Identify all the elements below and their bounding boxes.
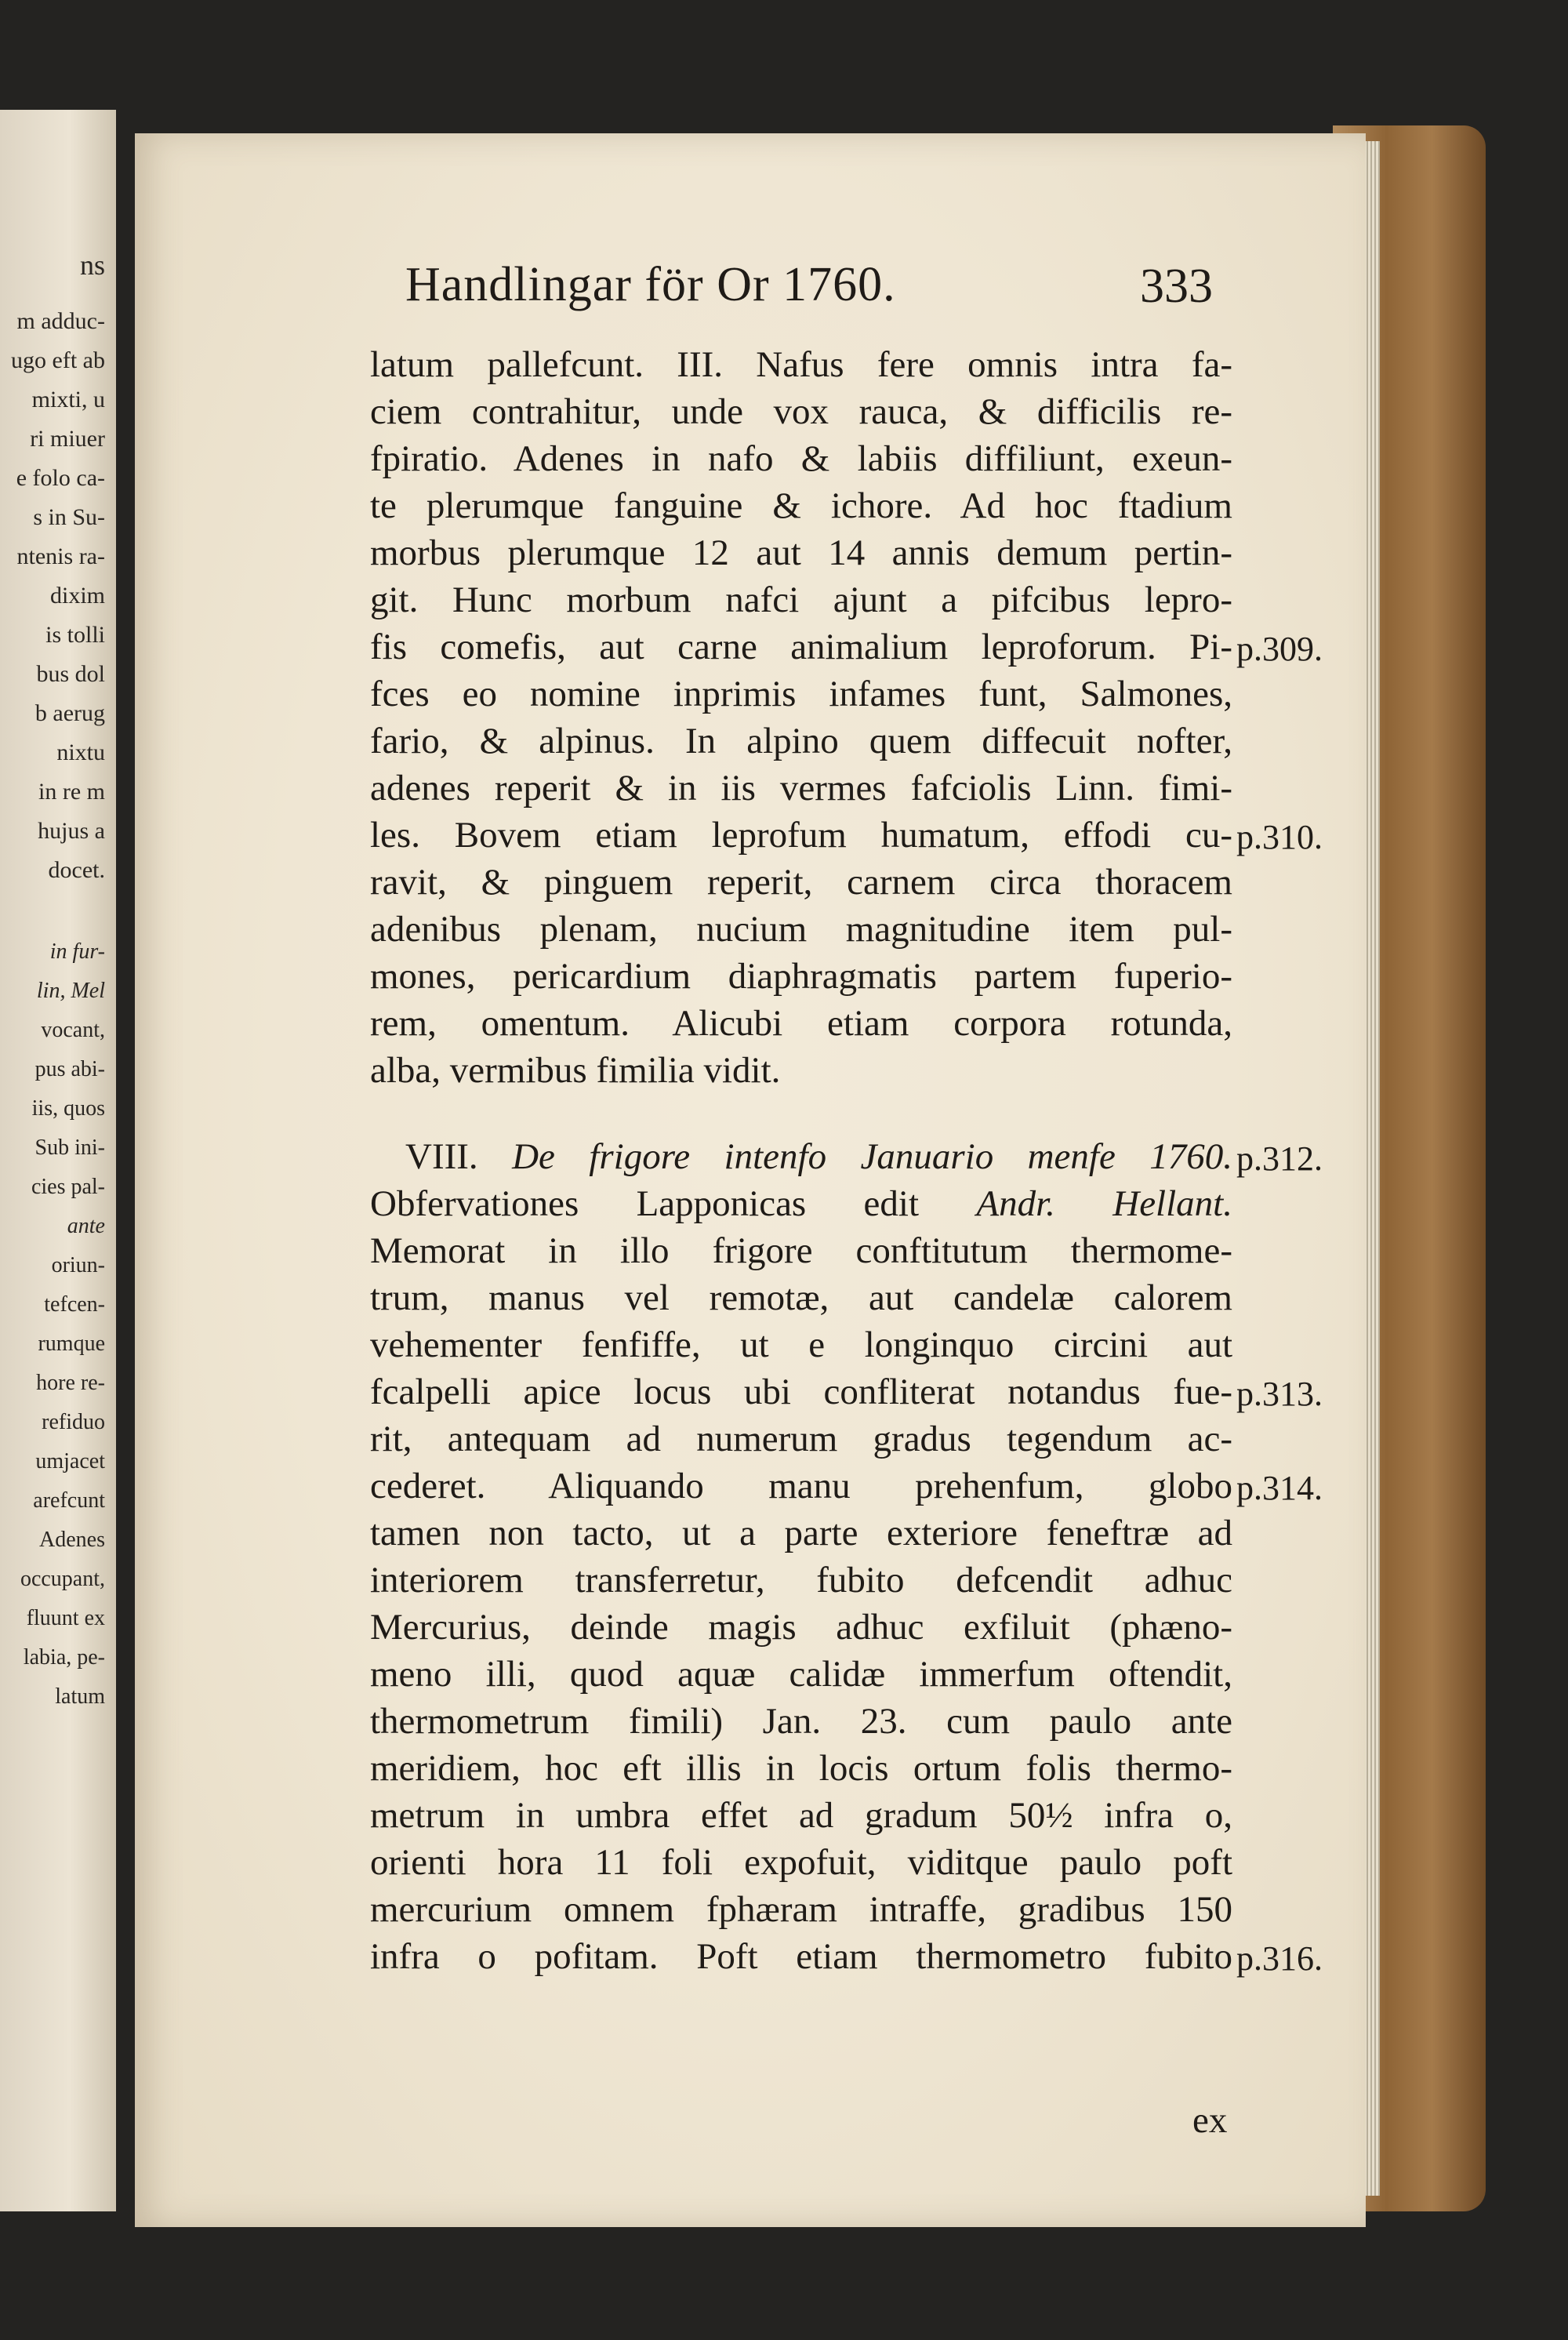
left-page-text: hujus a bbox=[38, 818, 105, 844]
text-line: latum pallefcunt. III. Nafus fere omnis intra fa- bbox=[370, 344, 1232, 385]
author-name: Andr. Hellant. bbox=[976, 1183, 1232, 1224]
left-page-text: lin, Mel bbox=[36, 979, 105, 1003]
margin-reference: p.314. bbox=[1236, 1469, 1323, 1507]
left-page-text: in fur- bbox=[49, 939, 105, 964]
left-page-text: hore re- bbox=[36, 1371, 105, 1395]
text-line: interiorem transferretur, fubito defcendit adhuc bbox=[370, 1560, 1232, 1601]
text-line: metrum in umbra effet ad gradum 50½ infra o, bbox=[370, 1795, 1232, 1836]
left-page-text: s in Su- bbox=[33, 504, 105, 530]
text-line: orienti hora 11 foli expofuit, viditque paulo poft bbox=[370, 1842, 1232, 1883]
text-line: fcalpelli apice locus ubi confliterat notandus fue- bbox=[370, 1372, 1232, 1412]
left-page-text: b aerug bbox=[34, 700, 105, 726]
left-page-text: umjacet bbox=[35, 1449, 105, 1473]
text-line: les. Bovem etiam leprofum humatum, effodi cu- bbox=[370, 815, 1232, 856]
text-line: fpiratio. Adenes in nafo & labiis diffiliunt, exeun- bbox=[370, 438, 1232, 479]
margin-reference: p.312. bbox=[1236, 1139, 1323, 1178]
text-line: rem, omentum. Alicubi etiam corpora rotunda, bbox=[370, 1003, 1232, 1044]
margin-reference: p.316. bbox=[1236, 1939, 1323, 1978]
text-line: ciem contrahitur, unde vox rauca, & difficilis re- bbox=[370, 391, 1232, 432]
left-page-text: docet. bbox=[48, 857, 105, 883]
text-line: fario, & alpinus. In alpino quem diffecuit nofter, bbox=[370, 721, 1232, 761]
left-page-fragment bbox=[0, 110, 116, 2211]
text-line: infra o pofitam. Poft etiam thermometro fubito bbox=[370, 1936, 1232, 1977]
section-year: 1760. bbox=[1149, 1136, 1232, 1177]
catchword: ex bbox=[1192, 2100, 1228, 2141]
text-line: ravit, & pinguem reperit, carnem circa thoracem bbox=[370, 862, 1232, 903]
left-page-text: cies pal- bbox=[31, 1175, 105, 1199]
text-line: mones, pericardium diaphragmatis partem fuperio- bbox=[370, 956, 1232, 997]
left-page-text: ns bbox=[79, 249, 105, 281]
left-page-text: ntenis ra- bbox=[16, 543, 105, 569]
left-page-text: pus abi- bbox=[34, 1057, 105, 1081]
text-line: git. Hunc morbum nafci ajunt a pifcibus lepro- bbox=[370, 580, 1232, 620]
left-page-text: labia, pe- bbox=[23, 1645, 105, 1670]
text-line bbox=[370, 1183, 1232, 1224]
text-line: trum, manus vel remotæ, aut candelæ calorem bbox=[370, 1277, 1232, 1318]
left-page-text: Sub ini- bbox=[34, 1135, 105, 1160]
left-page-text: bus dol bbox=[36, 661, 105, 687]
left-page-text: mixti, u bbox=[31, 387, 105, 412]
left-page-text: e folo ca- bbox=[16, 465, 105, 491]
left-page-text: ri miuer bbox=[30, 426, 105, 452]
left-page-text: vocant, bbox=[41, 1018, 105, 1042]
running-head: Handlingar för Or 1760. bbox=[405, 258, 896, 311]
text-line: fces eo nomine inprimis infames funt, Salmones, bbox=[370, 674, 1232, 714]
section-numeral: VIII. bbox=[405, 1136, 478, 1177]
text-line: fis comefis, aut carne animalium leproforum. Pi- bbox=[370, 627, 1232, 667]
text-line: cederet. Aliquando manu prehenfum, globo bbox=[370, 1466, 1232, 1506]
margin-reference: p.310. bbox=[1236, 818, 1323, 856]
text-line: thermometrum fimili) Jan. 23. cum paulo ante bbox=[370, 1701, 1232, 1742]
text-line: Memorat in illo frigore conftitutum thermome- bbox=[370, 1230, 1232, 1271]
section-heading bbox=[405, 1136, 1232, 1177]
section-title: De frigore intenfo Januario menfe bbox=[512, 1136, 1116, 1177]
left-page-text: oriun- bbox=[51, 1253, 105, 1277]
text-line: meno illi, quod aquæ calidæ immerfum oftendit, bbox=[370, 1654, 1232, 1695]
page-number: 333 bbox=[1140, 260, 1213, 313]
text-line: adenibus plenam, nucium magnitudine item pul- bbox=[370, 909, 1232, 950]
left-page-text: occupant, bbox=[20, 1567, 105, 1591]
left-page-text: refiduo bbox=[42, 1410, 105, 1434]
book-page bbox=[135, 133, 1366, 2227]
text-line: meridiem, hoc eft illis in locis ortum folis thermo- bbox=[370, 1748, 1232, 1789]
page-header bbox=[405, 257, 1213, 328]
text-line: alba, vermibus fimilia vidit. bbox=[370, 1050, 781, 1091]
text-line: te plerumque fanguine & ichore. Ad hoc ftadium bbox=[370, 485, 1232, 526]
left-page-text: ugo eft ab bbox=[11, 347, 105, 373]
left-page-text: latum bbox=[55, 1684, 105, 1709]
left-page-text: arefcunt bbox=[33, 1488, 105, 1513]
text-line: vehementer fenfiffe, ut e longinquo circini aut bbox=[370, 1324, 1232, 1365]
text-line: Mercurius, deinde magis adhuc exfiluit (phæno- bbox=[370, 1607, 1232, 1648]
margin-reference: p.313. bbox=[1236, 1375, 1323, 1413]
text-line: adenes reperit & in iis vermes fafciolis Linn. fimi- bbox=[370, 768, 1232, 808]
left-page-text: m adduc- bbox=[16, 308, 105, 334]
text-line: mercurium omnem fphæram intraffe, gradibus 150 bbox=[370, 1889, 1232, 1930]
text-line: tamen non tacto, ut a parte exteriore feneftræ ad bbox=[370, 1513, 1232, 1553]
text-line: morbus plerumque 12 aut 14 annis demum pertin- bbox=[370, 532, 1232, 573]
left-page-text: nixtu bbox=[56, 739, 105, 765]
left-page-text: rumque bbox=[38, 1332, 105, 1356]
left-page-text: iis, quos bbox=[31, 1096, 105, 1121]
text-fragment: Obfervationes Lapponicas edit bbox=[370, 1183, 920, 1224]
left-page-text: ante bbox=[67, 1214, 105, 1238]
left-page-text: is tolli bbox=[45, 622, 105, 648]
left-page-text: dixim bbox=[49, 583, 105, 609]
left-page-text: tefcen- bbox=[44, 1292, 105, 1317]
left-page-text: fluunt ex bbox=[26, 1606, 105, 1630]
left-page-text: Adenes bbox=[39, 1528, 105, 1552]
margin-reference: p.309. bbox=[1236, 630, 1323, 668]
text-line: rit, antequam ad numerum gradus tegendum ac- bbox=[370, 1419, 1232, 1459]
left-page-text: in re m bbox=[38, 779, 105, 805]
